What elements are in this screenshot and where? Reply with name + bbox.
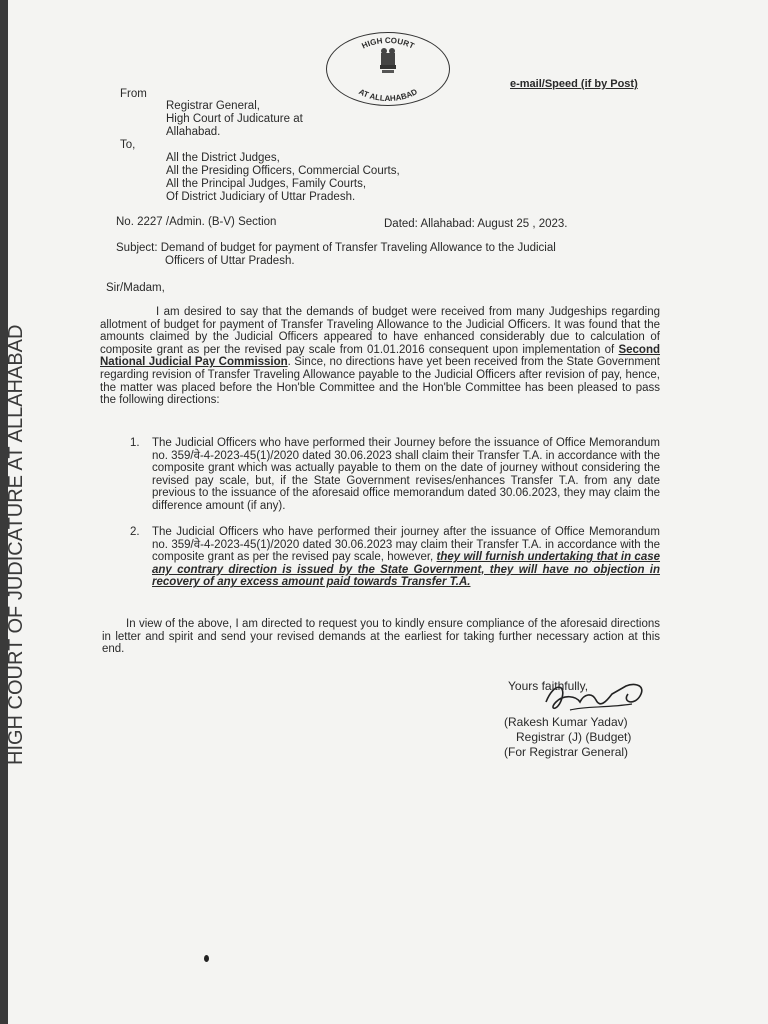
direction-item-2: The Judicial Officers who have performed their journey after the issuance of Office Memorandum no. 359/वे-4-2023-45(1)/2020 dated 30.06.2023 may claim their Transfer T.A. in accordance with the composite grant as per the revised pay scale, however, they will furnish undertaking that in case any contrary direction is issued by the State Government, they will have no objection in recovery of any excess amount paid towards Transfer T.A.	[152, 526, 661, 589]
direction-item-1: The Judicial Officers who have performed their Journey before the issuance of Office Memorandum no. 359/वे-4-2023-45(1)/2020 dated 30.06.2023 shall claim their Transfer T.A. in accordance with the composite grant which was actually payable to them on the date of journey without considering the revised pay scale, but, if the State Government revises/enhances Transfer T.A. from any date previous to the issuance of the aforesaid office memorandum dated 30.06.2023, they may claim the difference amount (if any).	[152, 437, 661, 512]
from-line: Allahabad.	[166, 126, 221, 138]
signatory-for: (For Registrar General)	[504, 745, 629, 759]
reference-number: No. 2227 /Admin. (B-V) Section	[116, 216, 277, 228]
body-paragraph-1: I am desired to say that the demands of budget were received from many Judgeships regarding allotment of budget for payment of Transfer Traveling Allowance to the Judicial Officers. It was found that the amounts claimed by the Judicial Officers appeared to have enhanced considerably due to calculation of composite grant as per the revised pay scale from 01.01.2016 consequent upon implementation of Second National Judicial Pay Commission. Since, no directions have yet been received from the State Government regarding revision of Transfer Traveling Allowance payable to the Judicial Officers after revision of pay, hence, the matter was placed before the Hon'ble Committee and the Hon'ble Committee has been pleased to pass the following directions:	[100, 306, 660, 407]
side-stamp	[0, 240, 38, 770]
subject-line: Subject: Demand of budget for payment of Transfer Traveling Allowance to the Judicial	[116, 242, 556, 254]
undertaking-condition: they will furnish undertaking that in case any contrary direction is issued by the State Government, they will have no objection in recovery of any excess amount paid towards Transfer T.A.	[152, 551, 661, 589]
to-line: All the District Judges,	[166, 152, 280, 164]
side-stamp-text: HIGH COURT OF JUDICATURE AT ALLAHABAD	[5, 324, 27, 765]
to-line: Of District Judiciary of Uttar Pradesh.	[166, 191, 356, 203]
letter-page	[5, 0, 768, 1024]
delivery-mode: e-mail/Speed (if by Post)	[510, 78, 638, 90]
signatory-name: (Rakesh Kumar Yadav)	[504, 715, 628, 729]
list-number: 2.	[130, 526, 140, 538]
svg-text:AT ALLAHABAD	[357, 87, 419, 103]
commission-name: Second National Judicial Pay Commission	[100, 343, 660, 369]
seal-bottom-text: AT ALLAHABAD	[357, 87, 419, 104]
signatory-designation: Registrar (J) (Budget)	[516, 730, 632, 744]
from-line: High Court of Judicature at	[166, 113, 303, 125]
from-line: Registrar General,	[166, 100, 260, 112]
body-paragraph-2: In view of the above, I am directed to request you to kindly ensure compliance of the aforesaid directions in letter and spirit and send your revised demands at the earliest for taking further necessary action at this end.	[102, 618, 660, 656]
ink-dot	[204, 955, 209, 962]
svg-text:HIGH COURT	[360, 36, 415, 51]
emblem-icon	[380, 48, 396, 73]
salutation: Sir/Madam,	[106, 282, 165, 294]
closing: Yours faithfully,	[508, 679, 589, 693]
reference-date: Dated: Allahabad: August 25 , 2023.	[384, 218, 568, 230]
list-number: 1.	[130, 437, 140, 449]
court-seal	[326, 32, 450, 106]
to-line: All the Presiding Officers, Commercial Courts,	[166, 165, 400, 177]
seal-top-text: HIGH COURT	[360, 35, 416, 51]
from-label: From	[120, 88, 147, 100]
to-label: To,	[120, 139, 136, 151]
to-line: All the Principal Judges, Family Courts,	[166, 178, 367, 190]
subject-line: Officers of Uttar Pradesh.	[165, 255, 295, 267]
